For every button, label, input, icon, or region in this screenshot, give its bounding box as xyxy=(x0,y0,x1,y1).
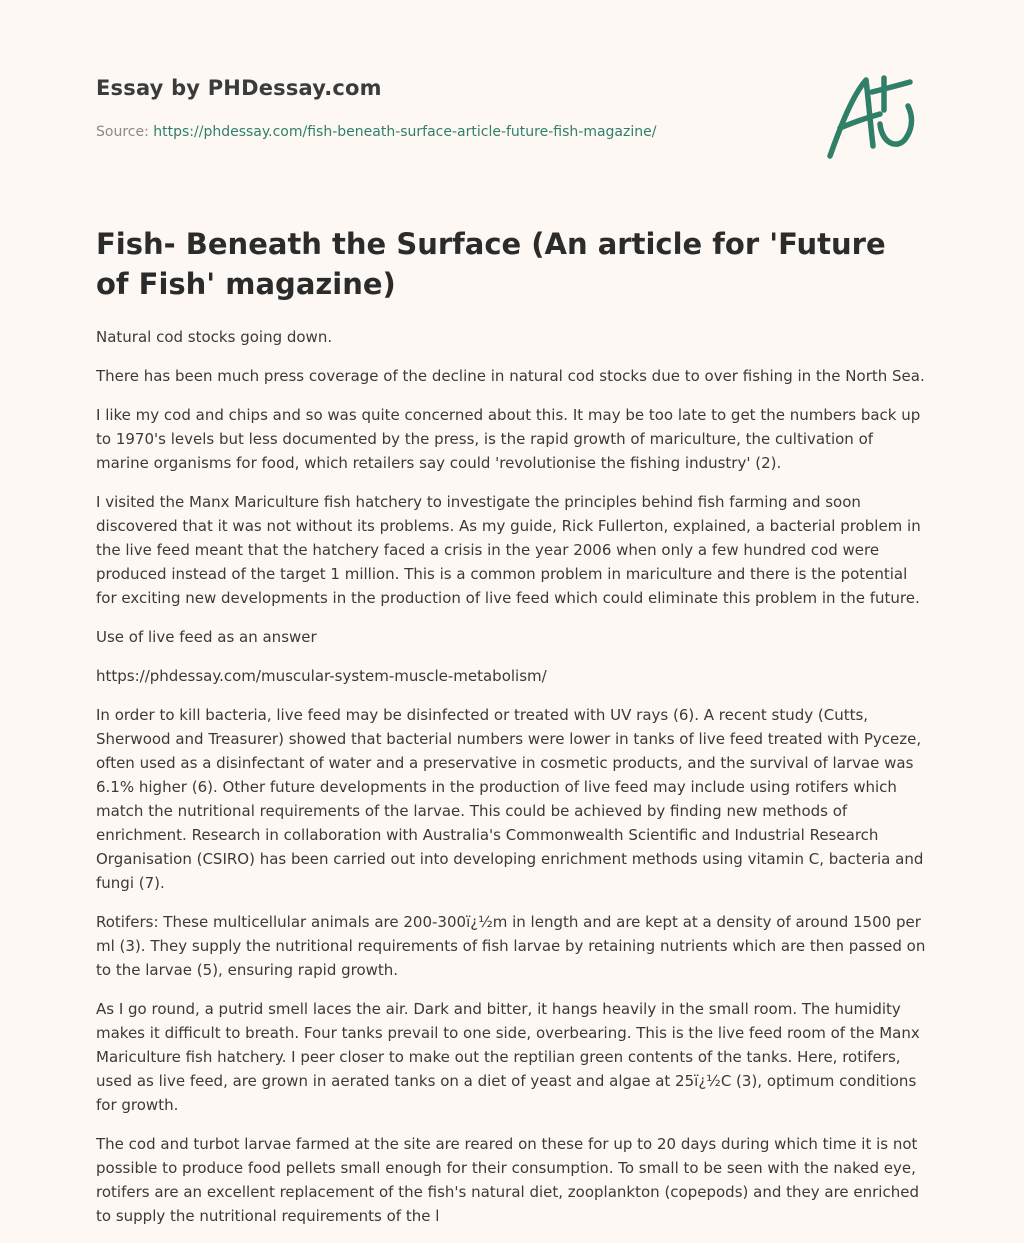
related-url: https://phdessay.com/muscular-system-muscle-metabolism/ xyxy=(96,667,547,685)
site-brand: Essay by PHDessay.com xyxy=(96,76,382,100)
article-paragraph: I visited the Manx Mariculture fish hatchery to investigate the principles behind fish farming and soon discovered that it was not without its problems. As my guide, Rick Fullerton, explained, a bacterial problem in the live feed meant that the hatchery faced a crisis in the year 2006 when only a few hundred cod were produced instead of the target 1 million. This is a common problem in mariculture and there is the potential for exciting new developments in the production of live feed which could eliminate this problem in the future. xyxy=(96,493,921,607)
article-paragraph: Natural cod stocks going down. xyxy=(96,328,333,346)
article-paragraph: As I go round, a putrid smell laces the air. Dark and bitter, it hangs heavily in the small room. The humidity makes it difficult to breath. Four tanks prevail to one side, overbearing. This is the live feed room of the Manx Mariculture fish hatchery. I peer closer to make out the reptilian green contents of the tanks. Here, rotifers, used as live feed, are grown in aerated tanks on a diet of yeast and algae at 25ï¿½C (3), optimum conditions for growth. xyxy=(96,1000,920,1114)
article-paragraph: Rotifers: These multicellular animals are 200-300ï¿½m in length and are kept at a density of around 1500 per ml (3). They supply the nutritional requirements of fish larvae by retaining nutrients which are then passed on to the larvae (5), ensuring rapid growth. xyxy=(96,913,926,979)
source-link[interactable]: https://phdessay.com/fish-beneath-surface-article-future-fish-magazine/ xyxy=(153,124,657,140)
article-paragraph: The cod and turbot larvae farmed at the site are reared on these for up to 20 days during which time it is not possible to produce food pellets small enough for their consumption. To small to be seen with the naked eye, rotifers are an excellent replacement of the fish's natural diet, zooplankton (copepods) and they are enriched to supply the nutritional requirements of the l xyxy=(96,1135,919,1225)
article-paragraph: I like my cod and chips and so was quite concerned about this. It may be too late to get the numbers back up to 1970's levels but less documented by the press, is the rapid growth of mariculture, the cultivation of marine organisms for food, which retailers say could 'revolutionise the fishing industry' (2). xyxy=(96,406,921,472)
source-label: Source: xyxy=(96,124,149,140)
article-paragraph: In order to kill bacteria, live feed may be disinfected or treated with UV rays (6). A recent study (Cutts, Sherwood and Treasurer) showed that bacterial numbers were lower in tanks of live feed treated with Pyceze, often used as a disinfectant of water and a preservative in cosmetic products, and the survival of larvae was 6.1% higher (6). Other future developments in the production of live feed may include using rotifers which match the nutritional requirements of the larvae. This could be achieved by finding new methods of enrichment. Research in collaboration with Australia's Commonwealth Scientific and Industrial Research Organisation (CSIRO) has been carried out into developing enrichment methods using vitamin C, bacteria and fungi (7). xyxy=(96,706,924,892)
article-title: Fish- Beneath the Surface (An article for 'Future of Fish' magazine) xyxy=(96,227,886,301)
a-plus-grade-icon xyxy=(826,66,926,166)
article-paragraph: There has been much press coverage of the decline in natural cod stocks due to over fishing in the North Sea. xyxy=(96,367,925,385)
article-body xyxy=(96,325,928,1243)
section-subheading: Use of live feed as an answer xyxy=(96,628,317,646)
source-line xyxy=(96,124,656,140)
